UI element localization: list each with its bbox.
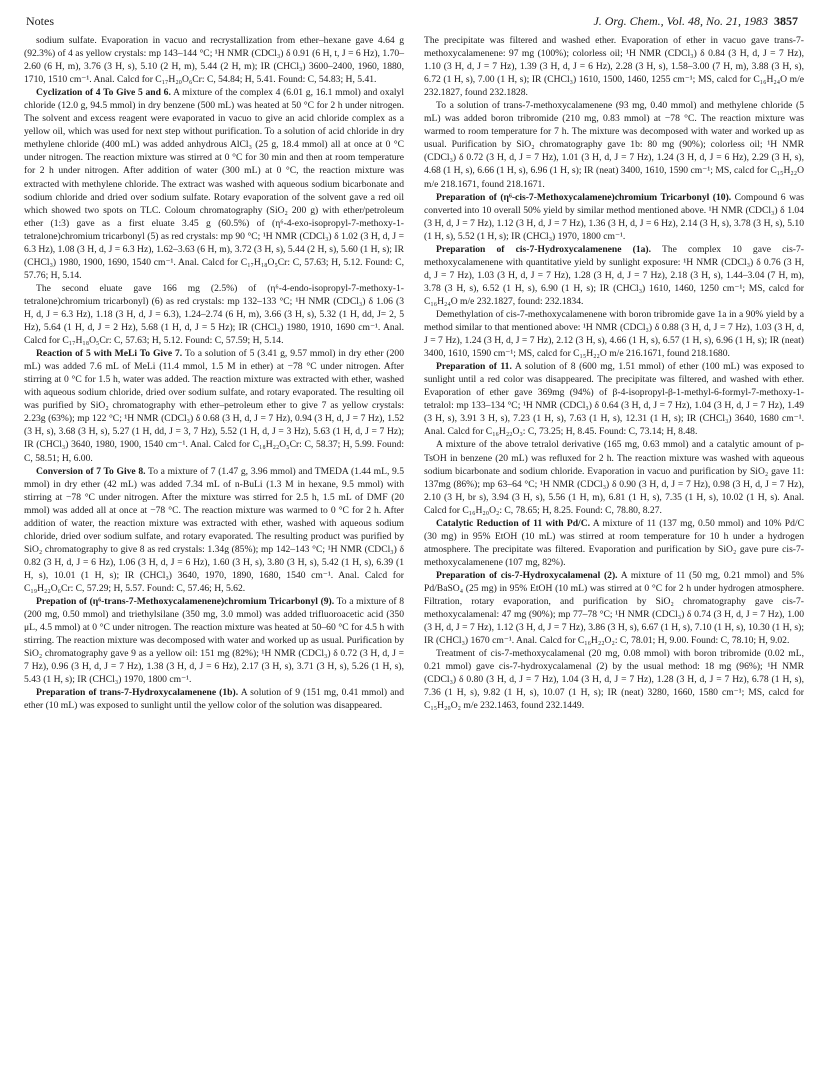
paragraph-text: A solution of 8 (600 mg, 1.51 mmol) of ether (100 mL) was exposed to sunlight until a red color was disappeared. The precipitate was filtered, and washed with ether. Evaporation of ether gave 369mg (94%) of β-4-isopropyl-β-1-methyl-6-formyl-7-methoxy-1-tetralol: mp 133–134 °C; ¹H NMR (CDCl₃) δ 0.64 (3 H, d, J = 7 Hz), 1.04 (3 H, d, J = 7 Hz), 1.49 (3 H, s), 3.91 3 H, s), 7.23 (1 H, s), 7.63 (1 H, s), 12.31 (1 H, s); IR (CHCl₃) 3640, 1680 cm⁻¹. Anal. Calcd for C₁₆H₂₂O₃: C, 73.25; H, 8.45. Found: C, 73.14; H, 8.48.	[424, 361, 804, 438]
paragraph-text: A mixture of 11 (50 mg, 0.21 mmol) and 5% Pd/BaSO₄ (25 mg) in 95% EtOH (10 mL) was stirred at 0 °C for 2 h under hydrogen atmosphere. Filtration, rotary evaporation, and purification by SiO₂ chromatography gave cis-7-methoxycalamenal: 47 mg (90%); mp 77–78 °C; ¹H NMR (CDCl₃) δ 0.74 (3 H, d, J = 7 Hz), 1.00 (3 H, d, J = 7 Hz), 1.12 (3 H, d, J = 7 Hz), 3.86 (3 H, s), 6.67 (1 H, s), 7.10 (1 H, s), 10.30 (1 H, s); IR (CHCl₃) 1670 cm⁻¹. Anal. Calcd for C₁₆H₂₂O₂: C, 78.01; H, 9.00. Found: C, 78.10; H, 9.02.	[424, 569, 805, 647]
paragraph-text: Compound 6 was converted into 10 overall 50% yield by similar method mentioned above. ¹H NMR (CDCl₃) δ 1.04 (3 H, d, J = 7 Hz), 1.12 (3 H, d, J = 7 Hz), 1.36 (3 H, d, J = 6 Hz), 2.14 (3 H, s), 3.78 (3 H, s), 5.10 (1 H, s), 5.52 (1 H, s); IR (CHCl₃) 1970, 1800 cm⁻¹.	[424, 191, 804, 242]
paragraph	[424, 569, 804, 647]
paragraph-text: A mixture of 11 (137 mg, 0.50 mmol) and 10% Pd/C (30 mg) in 95% EtOH (10 mL) was stirred at room temperature for 10 h under a hydrogen atmosphere. The precipitate was filtered. Evaporation and purification by SiO₂ gave pure cis-7-methoxycalamenene (107 mg, 82%).	[424, 517, 804, 568]
paragraph-text: Demethylation of cis-7-methoxycalamenene with boron tribromide gave 1a in a 90% yield by a method similar to that mentioned above: ¹H NMR (CDCl₃) δ 0.88 (3 H, d, J = 7 Hz), 1.03 (3 H, d, J = 7 Hz), 1.24 (3 H, d, J = 7 Hz), 2.12 (3 H, s), 4.66 (1 H, s), 6.57 (1 H, s), 6.96 (1 H, s); IR (neat) 3400, 1610, 1590 cm⁻¹; MS, calcd for C₁₅H₂₂O m/e 216.1671, found 218.1680.	[424, 308, 804, 360]
paragraph-text: sodium sulfate. Evaporation in vacuo and recrystallization from ether–hexane gave 4.64 g (92.3%) of 4 as yellow crystals: mp 143–144 °C; ¹H NMR (CDCl₃) δ 0.91 (6 H, t, J = 6 Hz), 1.70–2.60 (6 H, m), 3.76 (3 H, s), 5.10 (2 H, m), 5.44 (2 H, m); IR (CHCl₃) 3600–2400, 1960, 1880, 1710, 1510 cm⁻¹. Anal. Calcd for C₁₇H₂₀O₆Cr: C, 54.84; H, 5.41. Found: C, 54.83; H, 5.41.	[24, 35, 404, 86]
paragraph	[424, 191, 804, 243]
paragraph-text: The complex 10 gave cis-7-methoxycalamenene with quantitative yield by sunlight exposure: ¹H NMR (CDCl₃) δ 0.76 (3 H, d, J = 7 Hz), 1.03 (3 H, d, J = 7 Hz), 1.28 (3 H, d, J = 7 Hz), 2.18 (3 H, s), 1.44–3.04 (7 H, m), 3.78 (3 H, s), 6.52 (1 H, s), 6.90 (1 H, s); IR (CHCl₃) 1610, 1460, 1250 cm⁻¹; MS, calcd for C₁₆H₂₄O m/e 232.1827, found: 232.1834.	[424, 243, 804, 307]
run-in-heading: Preparation of (η⁶-cis-7-Methoxycalamene)chromium Tricarbonyl (10).	[436, 191, 732, 203]
left-column	[24, 34, 404, 712]
paragraph-text: To a mixture of 7 (1.47 g, 3.96 mmol) and TMEDA (1.44 mL, 9.5 mmol) in dry ether (42 mL) was added 7.34 mL of n-BuLi (1.3 M in hexane, 9.5 mmol) with stirring at −78 °C under nitrogen. After the mixture was stirred for 2.5 h, 1.5 mL of DMF (20 mmol) was added all at once at −78 °C. The reaction mixture was warmed to 0 °C for 2 h. After addition of water, the reaction mixture was extracted with ether, washed with aqueous sodium chloride, dried over sodium sulfate, and rotary evaporated. The resulting product was purified by SiO₂ chromatography to give 8 as red crystals: 1.34g (85%); mp 142–143 °C; ¹H NMR (CDCl₃) δ 0.82 (3 H, d, J = 6 Hz), 1.06 (3 H, d, J = 6 Hz), 1.60 (3 H, s), 3.80 (3 H, s), 5.42 (1 H, s), 6.39 (1 H, s), 10.01 (1 H, s); IR (CHCl₃) 3640, 1970, 1890, 1680, 1540 cm⁻¹. Anal. Calcd for C₁₉H₂₂O₆Cr: C, 57.29; H, 5.57. Found: C, 57.46; H, 5.62.	[24, 465, 404, 594]
paragraph	[424, 99, 804, 190]
run-in-heading: Preparation of trans-7-Hydroxycalamenene (1b).	[36, 687, 239, 699]
paragraph	[24, 282, 404, 347]
paragraph	[24, 595, 404, 686]
run-in-heading: Catalytic Reduction of 11 with Pd/C.	[436, 517, 591, 529]
paragraph	[424, 438, 804, 516]
page-header	[26, 14, 798, 30]
paragraph	[24, 34, 404, 86]
paragraph-text: The second eluate gave 166 mg (2.5%) of (η⁶-4-endo-isopropyl-7-methoxy-1-tetralone)chromium tricarbonyl) (6) as red crystals: mp 132–133 °C; ¹H NMR (CDCl₃) δ 1.06 (3 H, d, J = 6.3 Hz), 1.18 (3 H, d, J = 6.3), 1.24–2.74 (6 H, m), 3.66 (3 H, s), 5.32 (1 H, dd, J= 2, 5 Hz), 5.64 (1 H, d, J = 2 Hz), 5.68 (1 H, d, J = 5 Hz); IR (CHCl₃) 1980, 1910, 1690 cm⁻¹. Anal. Calcd for C₁₇H₁₈O₅Cr: C, 57.63; H, 5.12. Found: C, 57.59; H, 5.14.	[24, 282, 404, 347]
run-in-heading: Prepation of (η⁶-trans-7-Methoxycalamenene)chromium Tricarbonyl (9).	[36, 596, 335, 608]
page-number: 3857	[774, 14, 798, 28]
paragraph	[424, 34, 804, 99]
paragraph-text: To a solution of trans-7-methoxycalamenene (93 mg, 0.40 mmol) and methylene chloride (5 mL) was added boron tribromide (210 mg, 0.83 mmol) at −78 °C. The reaction mixture was warmed to room temperature for 7 h. The mixture was decomposed with water and worked up as usual. Purification by SiO₂ chromatography gave 1b: 80 mg (90%); colorless oil; ¹H NMR (CDCl₃) δ 0.72 (3 H, d, J = 7 Hz), 1.01 (3 H, d, J = 7 Hz), 1.24 (3 H, d, J = 6 Hz), 2.29 (3 H, s), 4.68 (1 H, s), 6.66 (1 H, s), 6.96 (1 H, s); IR (neat) 3400, 1610, 1590 cm⁻¹; MS, calcd for C₁₅H₂₂O m/e 218.1671, found 218.1671.	[424, 100, 805, 190]
journal-name: J. Org. Chem., Vol. 48, No. 21, 1983	[593, 14, 768, 28]
run-in-heading: Preparation of cis-7-Hydroxycalamenene (1a).	[436, 243, 652, 255]
paragraph	[24, 686, 404, 712]
paragraph	[24, 86, 404, 282]
paragraph-text: To a solution of 5 (3.41 g, 9.57 mmol) in dry ether (200 mL) was added 7.6 mL of MeLi (11.4 mmol, 1.5 M in ether) at −78 °C under nitrogen. After stirring at 0 °C for 1.5 h, water was added. The reaction mixture was extracted with ether, washed with aqueous sodium chloride, dried over sodium sulfate, and rotary evaporated. The resulting oil was purified by SiO₂ chromatography with ether–petroleum ether to give 7 as yellow crystals: 2.23g (63%); mp 122 °C; ¹H NMR (CDCl₃) δ 0.68 (3 H, d, J = 7 Hz), 0.94 (3 H, d, J = 7 Hz), 1.52 (3 H, s), 3.68 (3 H, s), 5.27 (1 H, dd, J = 3, 7 Hz), 5.52 (1 H, d, J = 3 Hz), 5.63 (1 H, d, J = 7 Hz); IR (CHCl₃) 3640, 1980, 1900, 1540 cm⁻¹. Anal. Calcd for C₁₈H₂₂O₅Cr: C, 58.37; H, 5.99. Found: C, 58.51; H, 6.00.	[24, 348, 404, 464]
paragraph	[24, 465, 404, 595]
paragraph-text: A solution of 9 (151 mg, 0.41 mmol) and ether (10 mL) was exposed to sunlight until the yellow color of the solution was disappeared.	[24, 687, 404, 712]
paragraph-text: To a mixture of 8 (200 mg, 0.50 mmol) and triethylsilane (350 mg, 3.0 mmol) was added trifluoroacetic acid (350 μL, 4.5 mmol) at 0 °C under nitrogen. The reaction mixture was heated at 50–60 °C for 4.5 h with stirring. The reaction mixture was decomposed with water and worked up as usual. Purification by SiO₂ chromatography gave 9 as a yellow oil: 151 mg (82%); ¹H NMR (CDCl₃) δ 0.72 (3 H, d, J = 7 Hz), 0.96 (3 H, d, J = 7 Hz), 1.38 (3 H, d, J = 6 Hz), 2.17 (3 H, s), 3.71 (3 H, s), 5.26 (1 H, s), 5.43 (1 H, s); IR (CHCl₃) 1970, 1800 cm⁻¹.	[24, 596, 404, 686]
journal-citation	[593, 14, 798, 29]
paragraph	[424, 647, 804, 712]
run-in-heading: Cyclization of 4 To Give 5 and 6.	[36, 87, 171, 99]
run-in-heading: Preparation of 11.	[436, 361, 512, 373]
section-label: Notes	[26, 14, 54, 28]
paragraph	[424, 308, 804, 360]
paragraph-text: Treatment of cis-7-methoxycalamenal (20 mg, 0.08 mmol) with boron tribromide (0.02 mL, 0.21 mmol) gave cis-7-hydroxycalamenal (2) by the usual method: 18 mg (96%); ¹H NMR (CDCl₃) δ 0.80 (3 H, d, J = 7 Hz), 1.04 (3 H, d, J = 7 Hz), 1.28 (3 H, d, J = 7 Hz), 6.78 (1 H, s), 7.36 (1 H, s), 9.82 (1 H, s), 10.07 (1 H, s); IR (neat) 3280, 1660, 1580 cm⁻¹; MS, calcd for C₁₅H₂₀O₂ m/e 232.1463, found 232.1449.	[424, 648, 804, 712]
right-column	[424, 34, 804, 712]
run-in-heading: Conversion of 7 To Give 8.	[36, 465, 146, 477]
run-in-heading: Reaction of 5 with MeLi To Give 7.	[36, 348, 183, 360]
paragraph-text: The precipitate was filtered and washed ether. Evaporation of ether in vacuo gave trans-7-methoxycalamenene: 97 mg (100%); colorless oil; ¹H NMR (CDCl₃) δ 0.84 (3 H, d, J = 7 Hz), 1.10 (3 H, d, J = 7 Hz), 1.39 (3 H, d, J = 6 Hz), 2.28 (3 H, s), 1.58–3.00 (7 H, m), 3.88 (3 H, s), 6.72 (1 H, s), 7.00 (1 H, s); IR (CHCl₃) 1610, 1500, 1460, 1255 cm⁻¹; MS, calcd for C₁₆H₂₄O m/e 232.1827, found 232.1828.	[424, 35, 804, 99]
paragraph	[424, 517, 804, 569]
paragraph	[424, 243, 804, 308]
paragraph-text: A mixture of the complex 4 (6.01 g, 16.1 mmol) and oxalyl chloride (12.0 g, 94.5 mmol) in dry benzene (500 mL) was heated at 50 °C for 2 h under nitrogen. The solvent and excess reagent were evaporated in vacuo to give an acid chloride complex as a yellow oil, which was used for next step without purification. To a solution of acid chloride in dry methylene chloride (400 mL) was added anhydrous AlCl₃ (25 g, 18.4 mmol) all at once at 0 °C under nitrogen. The reaction mixture was stirred at 0 °C for 30 min and then at room temperature for 2 h under nitrogen. After addition of water (300 mL) at 0 °C, the reaction mixture was extracted with methylene chloride. The extract was washed with aqueous sodium bicarbonate and sodium chloride and dried over sodium sulfate. Rotary evaporation of the solvent gave a red oil which showed two spots on TLC. Coloum chromatography (SiO₂ 200 g) with ether/petroleum ether (1:3) gave as a first eluate 3.45 g (60.5%) of (η⁶-4-exo-isopropyl-7-methoxy-1-tetralone)chromium tricarbonyl (5) as red crystals: mp 90 °C; ¹H NMR (CDCl₃) δ 1.02 (3 H, d, J = 6.3 Hz), 1.08 (3 H, d, J = 6.3 Hz), 1.62–3.63 (6 H, m), 3.72 (3 H, s), 5.44 (2 H, s), 5.60 (1 H, s); IR (CHCl₃) 1980, 1900, 1690, 1540 cm⁻¹. Anal. Calcd for C₁₇H₁₈O₅Cr: C, 57.63; H, 5.12. Found: C, 57.76; H, 5.14.	[24, 87, 405, 281]
run-in-heading: Preparation of cis-7-Hydroxycalamenal (2).	[436, 569, 618, 581]
paragraph-text: A mixture of the above tetralol derivative (165 mg, 0.63 mmol) and a catalytic amount of p-TsOH in benzene (20 mL) was refluxed for 2 h. The reaction mixture was washed with aqueous sodium bicarbonate and sodium chloride. Evaporation in vacuo and purification by SiO₂ gave 11: 137mg (86%); mp 63–64 °C; ¹H NMR (CDCl₃) δ 0.90 (3 H, d, J = 7 Hz), 0.98 (3 H, d, J = 7 Hz), 2.10 (3 H, br s), 3.94 (3 H, s), 5.56 (1 H, m), 6.81 (1 H, s), 7.35 (1 H, s), 10.02 (1 H, s). Anal. Calcd for C₁₆H₂₀O₂: C, 78.65; H, 8.25. Found: C, 78.80, 8.27.	[424, 439, 804, 516]
paragraph	[24, 347, 404, 464]
paragraph	[424, 360, 804, 438]
